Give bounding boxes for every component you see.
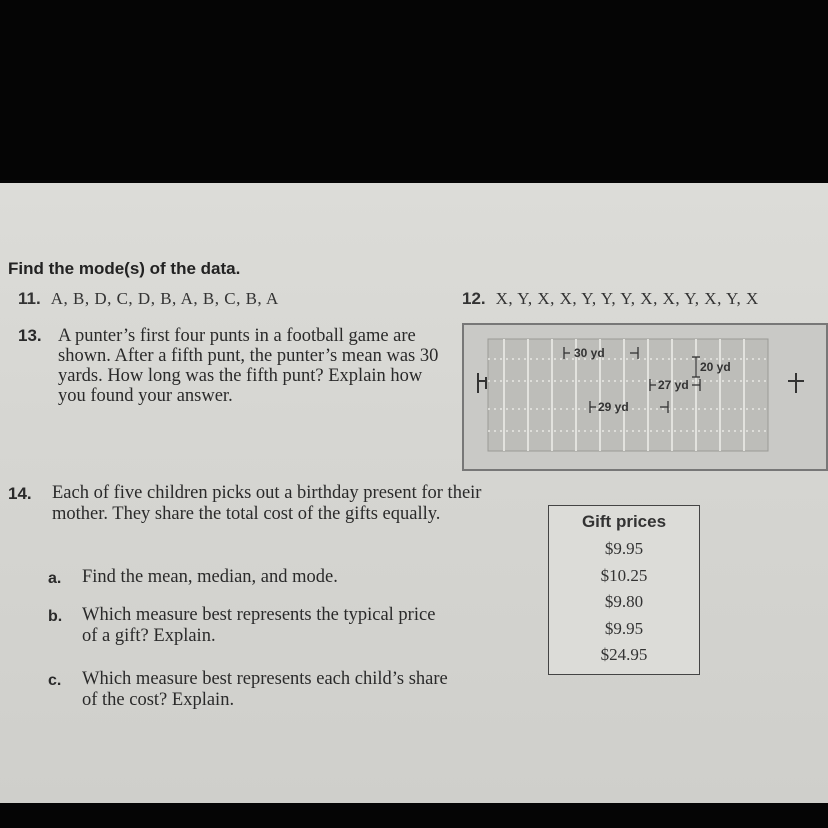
problem-14-part-b [48, 605, 448, 647]
part-b-text: Which measure best represents the typical price of a gift? Explain. [82, 605, 436, 646]
gift-prices-title: Gift prices [581, 512, 667, 531]
section-heading: Find the mode(s) of the data. [8, 259, 241, 278]
problem-12-data: X, Y, X, X, Y, Y, Y, X, X, Y, X, Y, X [495, 289, 759, 308]
gift-price: $9.95 [604, 539, 644, 558]
problem-12 [462, 289, 759, 309]
gift-price: $9.95 [604, 618, 644, 638]
gift-price: $10.25 [600, 565, 648, 585]
gift-prices-list [549, 536, 699, 669]
left-goal-post [478, 373, 486, 393]
football-field-svg [464, 325, 826, 469]
punt-label-2: 20 yd [700, 360, 731, 374]
part-b-label: b. [48, 608, 63, 625]
punt-label-1: 30 yd [574, 346, 605, 360]
problem-14-part-c [48, 669, 458, 711]
problem-11-data: A, B, D, C, D, B, A, B, C, B, A [50, 289, 279, 308]
problem-11-number: 11. [18, 289, 41, 308]
problem-13-text: A punter’s first four punts in a football game are shown. After a fifth punt, the punter’s mean was 30 yards. How long was the fifth punt? Explain how you found your answer. [58, 326, 439, 406]
problem-13-number: 13. [18, 326, 42, 345]
part-a-text: Find the mean, median, and mode. [82, 567, 338, 587]
right-goal-post [788, 373, 804, 393]
punt-label-4: 29 yd [598, 400, 629, 414]
gift-prices-table [548, 505, 700, 675]
part-c-label: c. [48, 672, 62, 689]
gift-price: $9.80 [604, 592, 644, 611]
problem-14 [8, 483, 508, 525]
problem-14-text: Each of five children picks out a birthday present for their mother. They share the total cost of the gifts equally. [52, 483, 482, 524]
gift-price: $24.95 [600, 645, 648, 664]
problem-11 [18, 289, 279, 309]
problem-14-number: 14. [8, 484, 32, 503]
punt-label-3: 27 yd [658, 378, 689, 392]
part-c-text: Which measure best represents each child’s share of the cost? Explain. [82, 669, 448, 710]
football-field-diagram [462, 323, 828, 471]
worksheet-page [0, 183, 828, 803]
problem-13 [18, 326, 448, 406]
problem-14-part-a [48, 567, 468, 588]
field-surface [488, 339, 768, 451]
problem-12-number: 12. [462, 289, 486, 308]
part-a-label: a. [48, 570, 62, 587]
